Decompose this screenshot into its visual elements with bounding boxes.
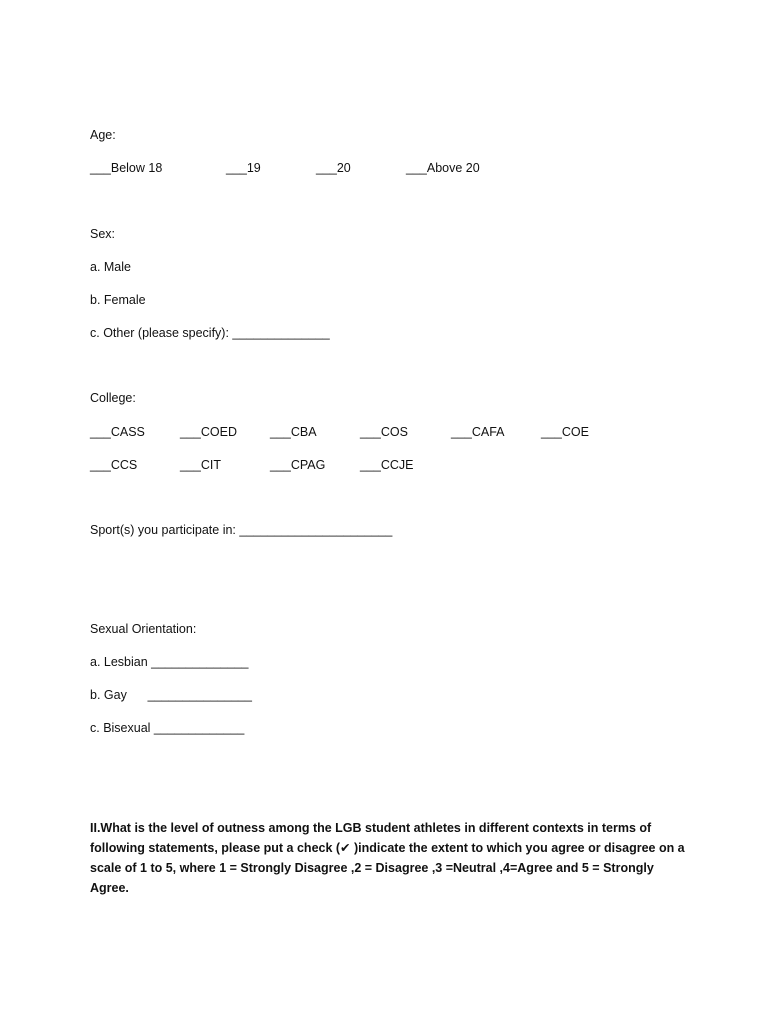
college-option-cit[interactable]: ___CIT <box>180 458 221 472</box>
college-option-cafa[interactable]: ___CAFA <box>451 425 505 439</box>
section-2-instructions: II.What is the level of outness among the LGB student athletes in different contexts in terms of following statements, please put a check (✔ )indicate the extent to which you agree or disagree on a scale of 1 to 5, where 1 = Strongly Disagree ,2 = Disagree ,3 =Neutral ,4=Agree and 5 = Strongly Agree. <box>90 821 685 895</box>
age-label: Age: <box>90 128 116 142</box>
age-option-below-18[interactable]: ___Below 18 <box>90 161 163 175</box>
college-option-coed[interactable]: ___COED <box>180 425 237 439</box>
sex-option-female[interactable]: b. Female <box>90 293 146 307</box>
college-option-coe[interactable]: ___COE <box>541 425 589 439</box>
sex-option-male[interactable]: a. Male <box>90 260 131 274</box>
age-option-above-20[interactable]: ___Above 20 <box>406 161 480 175</box>
sex-label: Sex: <box>90 227 116 241</box>
age-option-19[interactable]: ___19 <box>226 161 261 175</box>
sports-field[interactable]: Sport(s) you participate in: ______________________ <box>90 523 393 537</box>
age-option-20[interactable]: ___20 <box>316 161 351 175</box>
college-option-ccje[interactable]: ___CCJE <box>360 458 414 472</box>
college-option-cpag[interactable]: ___CPAG <box>270 458 326 472</box>
orientation-option-gay[interactable]: b. Gay _______________ <box>90 688 252 702</box>
orientation-label: Sexual Orientation: <box>90 622 197 636</box>
college-option-ccs[interactable]: ___CCS <box>90 458 138 472</box>
orientation-option-bisexual[interactable]: c. Bisexual _____________ <box>90 721 245 735</box>
college-label: College: <box>90 391 136 405</box>
sex-option-other[interactable]: c. Other (please specify): ______________ <box>90 326 330 340</box>
college-option-cass[interactable]: ___CASS <box>90 425 145 439</box>
college-option-cba[interactable]: ___CBA <box>270 425 317 439</box>
orientation-option-lesbian[interactable]: a. Lesbian ______________ <box>90 655 249 669</box>
college-option-cos[interactable]: ___COS <box>360 425 408 439</box>
